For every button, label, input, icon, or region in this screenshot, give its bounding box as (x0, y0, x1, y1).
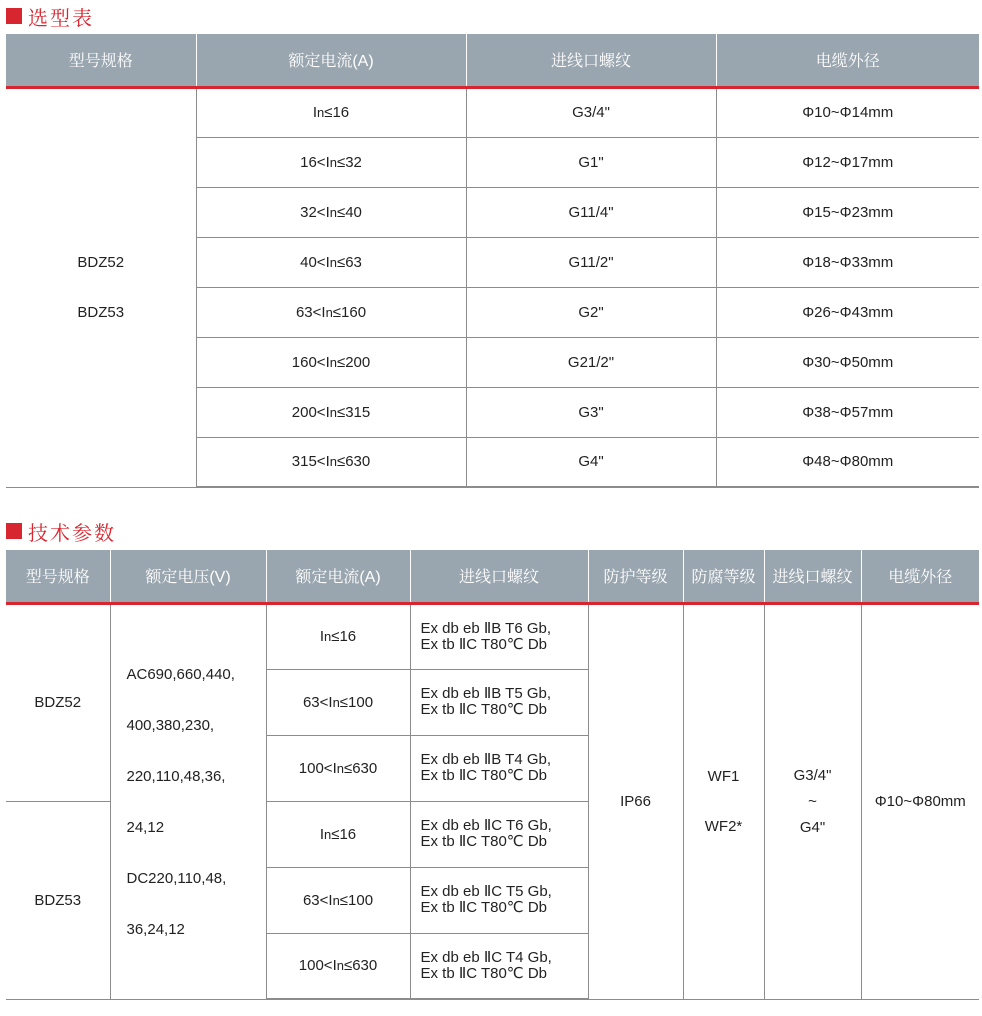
thread-cell: G4" (466, 437, 716, 487)
current-upper: ≤315 (336, 403, 371, 421)
voltage-line: DC220,110,48, (126, 869, 227, 887)
header-thread: 进线口螺纹 (466, 34, 716, 87)
od-cell: Φ12~Φ17mm (716, 137, 979, 187)
anticorrosion-cell (683, 603, 764, 999)
model-bdz52: BDZ52 (77, 253, 125, 271)
current-upper: ≤200 (336, 353, 371, 371)
thread-range-cell (764, 603, 861, 999)
table-row (6, 603, 979, 669)
ex-line: Ex db eb ⅡB T6 Gb, (420, 619, 552, 637)
header-current: 额定电流(A) (196, 34, 466, 87)
model-bdz53: BDZ53 (77, 303, 125, 321)
thread-tilde: ~ (808, 792, 817, 810)
current-cell: 200<In≤315 (196, 387, 466, 437)
header-cable-od: 电缆外径 (716, 34, 979, 87)
current-cell: In≤16 (266, 603, 410, 669)
ex-line: Ex db eb ⅡC T6 Gb, (420, 817, 552, 834)
current-cell: 32<In≤40 (196, 187, 466, 237)
current-upper: ≤630 (343, 759, 378, 777)
header-current: 额定电流(A) (266, 550, 410, 603)
current-lower: 315< (291, 453, 326, 471)
ex-line: Ex tb ⅡC T80℃ Db (420, 964, 547, 982)
current-upper: ≤16 (324, 104, 350, 121)
selection-table (6, 34, 979, 488)
header-thread: 进线口螺纹 (764, 550, 861, 603)
current-upper: ≤63 (336, 253, 362, 271)
current-lower: 40< (300, 253, 326, 271)
od-cell: Φ10~Φ14mm (716, 87, 979, 137)
ex-line: Ex tb ⅡC T80℃ Db (420, 701, 547, 718)
od-cell: Φ15~Φ23mm (716, 187, 979, 237)
header-anticorrosion: 防腐等级 (683, 550, 764, 603)
header-ex-marking: 进线口螺纹 (410, 550, 588, 603)
current-upper: ≤630 (343, 957, 378, 975)
ex-marking-cell (410, 801, 588, 867)
current-lower: 63< (295, 303, 322, 321)
thread-cell: G21/2" (466, 337, 716, 387)
thread-cell: G1" (466, 137, 716, 187)
current-cell: 160<In≤200 (196, 337, 466, 387)
table-row (6, 87, 979, 137)
current-upper: ≤16 (331, 628, 357, 645)
current-upper: ≤630 (336, 453, 371, 471)
current-upper: ≤16 (331, 825, 357, 843)
current-cell: 63<In≤160 (196, 287, 466, 337)
voltage-line: 36,24,12 (126, 920, 185, 938)
ex-line: Ex tb ⅡC T80℃ Db (420, 767, 547, 784)
current-lower: 160< (291, 353, 326, 371)
voltage-cell (110, 603, 266, 999)
current-cell: 315<In≤630 (196, 437, 466, 487)
current-upper: ≤160 (332, 303, 367, 321)
od-cell: Φ18~Φ33mm (716, 237, 979, 287)
current-upper: ≤40 (336, 203, 362, 221)
current-cell: In≤16 (196, 87, 466, 137)
header-model: 型号规格 (6, 550, 110, 603)
od-cell: Φ30~Φ50mm (716, 337, 979, 387)
model-cell (6, 87, 196, 487)
current-cell: 100<In≤630 (266, 735, 410, 801)
current-lower: 63< (302, 693, 329, 711)
thread-min: G3/4" (793, 766, 832, 784)
current-cell: 63<In≤100 (266, 669, 410, 735)
current-upper: ≤32 (336, 153, 362, 171)
red-square-icon (6, 523, 22, 539)
ex-marking-cell (410, 603, 588, 669)
od-cell: Φ38~Φ57mm (716, 387, 979, 437)
od-cell: Φ10~Φ80mm (861, 603, 979, 999)
ex-marking-cell (410, 735, 588, 801)
thread-cell: G2" (466, 287, 716, 337)
current-lower: 200< (291, 403, 326, 421)
model-bdz53: BDZ53 (6, 801, 110, 999)
tech-title: 技术参数 (28, 522, 116, 545)
selection-section-title (6, 4, 94, 28)
current-upper: ≤100 (339, 891, 374, 909)
od-cell: Φ26~Φ43mm (716, 287, 979, 337)
current-lower: 32< (300, 203, 326, 221)
current-lower: 100< (298, 759, 333, 777)
current-cell: 63<In≤100 (266, 867, 410, 933)
voltage-line: 220,110,48,36, (126, 767, 226, 785)
ex-line: Ex tb ⅡC T80℃ Db (420, 833, 547, 850)
current-cell: 100<In≤630 (266, 933, 410, 999)
thread-cell: G11/4" (466, 187, 716, 237)
ex-line: Ex tb ⅡC T80℃ Db (420, 635, 547, 653)
current-lower: 16< (300, 153, 326, 171)
current-cell: In≤16 (266, 801, 410, 867)
voltage-line: 400,380,230, (126, 716, 215, 734)
protection-cell: IP66 (588, 603, 683, 999)
ex-line: Ex tb ⅡC T80℃ Db (420, 899, 547, 916)
ex-marking-cell (410, 933, 588, 999)
thread-cell: G3" (466, 387, 716, 437)
current-lower: 100< (298, 957, 333, 975)
tech-section-title (6, 519, 116, 543)
selection-title: 选型表 (28, 7, 94, 30)
thread-cell: G3/4" (466, 87, 716, 137)
ex-line: Ex db eb ⅡC T4 Gb, (420, 948, 552, 966)
ex-marking-cell (410, 669, 588, 735)
header-voltage: 额定电压(V) (110, 550, 266, 603)
ex-marking-cell (410, 867, 588, 933)
red-square-icon (6, 8, 22, 24)
ex-line: Ex db eb ⅡB T4 Gb, (420, 751, 552, 768)
header-model: 型号规格 (6, 34, 196, 87)
voltage-line: 24,12 (126, 818, 165, 836)
voltage-line: AC690,660,440, (126, 665, 235, 683)
thread-cell: G11/2" (466, 237, 716, 287)
model-bdz52: BDZ52 (6, 603, 110, 801)
current-lower: 63< (302, 891, 329, 909)
ex-line: Ex db eb ⅡB T5 Gb, (420, 685, 552, 702)
anticorrosion-wf1: WF1 (707, 767, 740, 785)
anticorrosion-wf2: WF2* (704, 817, 743, 835)
current-cell: 40<In≤63 (196, 237, 466, 287)
ex-line: Ex db eb ⅡC T5 Gb, (420, 883, 552, 900)
current-cell: 16<In≤32 (196, 137, 466, 187)
header-protection: 防护等级 (588, 550, 683, 603)
od-cell: Φ48~Φ80mm (716, 437, 979, 487)
current-upper: ≤100 (339, 693, 374, 711)
thread-max: G4" (799, 818, 826, 836)
header-cable-od: 电缆外径 (861, 550, 979, 603)
tech-table (6, 550, 979, 1000)
